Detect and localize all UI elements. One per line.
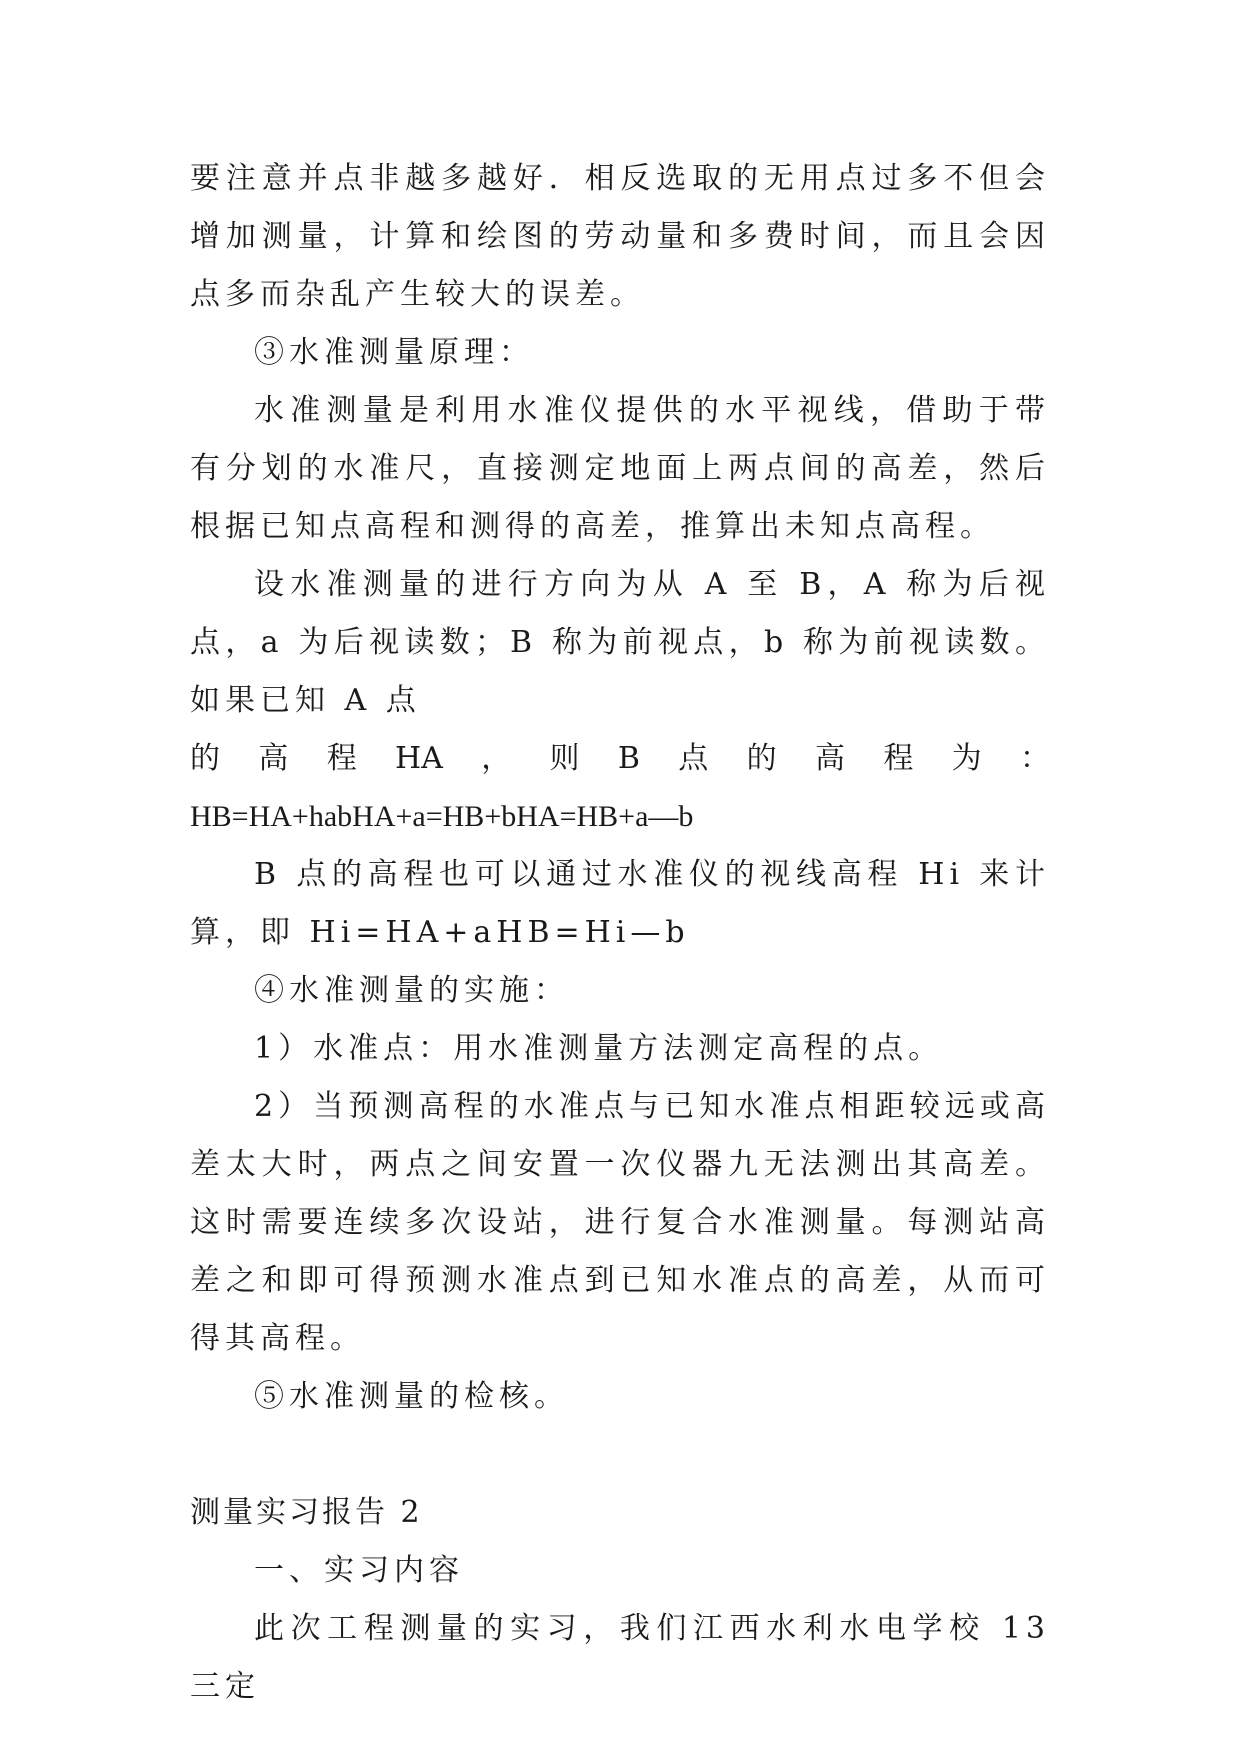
- paragraph-4: 设水准测量的进行方向为从 A 至 B，A 称为后视点，a 为后视读数；B 称为前视点，b 称为前视读数。如果已知 A 点: [190, 567, 1050, 718]
- spread-char: 则: [549, 741, 580, 776]
- blank-line: [190, 1426, 1050, 1484]
- spread-char: 的: [190, 741, 220, 776]
- document-page: [190, 150, 1050, 1716]
- paragraph-4-justified-line: [190, 730, 1050, 788]
- spread-char: 为: [951, 741, 982, 776]
- section-title: 测量实习报告 2: [190, 1495, 423, 1530]
- paragraph-8: 2）当预测高程的水准点与已知水准点相距较远或高差太大时，两点之间安置一次仪器九无法测出其高差。这时需要连续多次设站，进行复合水准测量。每测站高差之和即可得预测水准点到已知水准点的高差，从而可得其高程。: [190, 1089, 1050, 1356]
- spread-char: 程: [883, 741, 914, 776]
- spread-char: ，: [481, 741, 512, 776]
- paragraph-1: 要注意并点非越多越好．相反选取的无用点过多不但会增加测量，计算和绘图的劳动量和多费时间，而且会因点多而杂乱产生较大的误差。: [190, 161, 1050, 312]
- paragraph-3: 水准测量是利用水准仪提供的水平视线，借助于带有分划的水准尺，直接测定地面上两点间的高差，然后根据已知点高程和测得的高差，推算出未知点高程。: [190, 393, 1050, 544]
- spread-char: 点: [678, 741, 709, 776]
- spread-char: 高: [814, 741, 845, 776]
- paragraph-11: 此次工程测量的实习，我们江西水利水电学校 13 三定: [190, 1611, 1050, 1704]
- spread-char: HA: [395, 741, 443, 776]
- paragraph-7: 1）水准点：用水准测量方法测定高程的点。: [254, 1031, 944, 1066]
- spread-char: 的: [746, 741, 777, 776]
- paragraph-5: B 点的高程也可以通过水准仪的视线高程 Hi 来计算，即 Hi=HA+aHB=Hi—b: [190, 857, 1050, 950]
- spread-char: 程: [326, 741, 357, 776]
- paragraph-6: ④水准测量的实施：: [254, 973, 569, 1008]
- paragraph-2: ③水准测量原理：: [254, 335, 534, 370]
- formula-line: HB=HA+habHA+a=HB+bHA=HB+a—b: [190, 800, 694, 833]
- spread-char: B: [617, 741, 640, 776]
- paragraph-9: ⑤水准测量的检核。: [254, 1379, 569, 1414]
- paragraph-10: 一、实习内容: [254, 1553, 464, 1588]
- spread-char: ：: [1020, 741, 1050, 776]
- spread-char: 高: [258, 741, 289, 776]
